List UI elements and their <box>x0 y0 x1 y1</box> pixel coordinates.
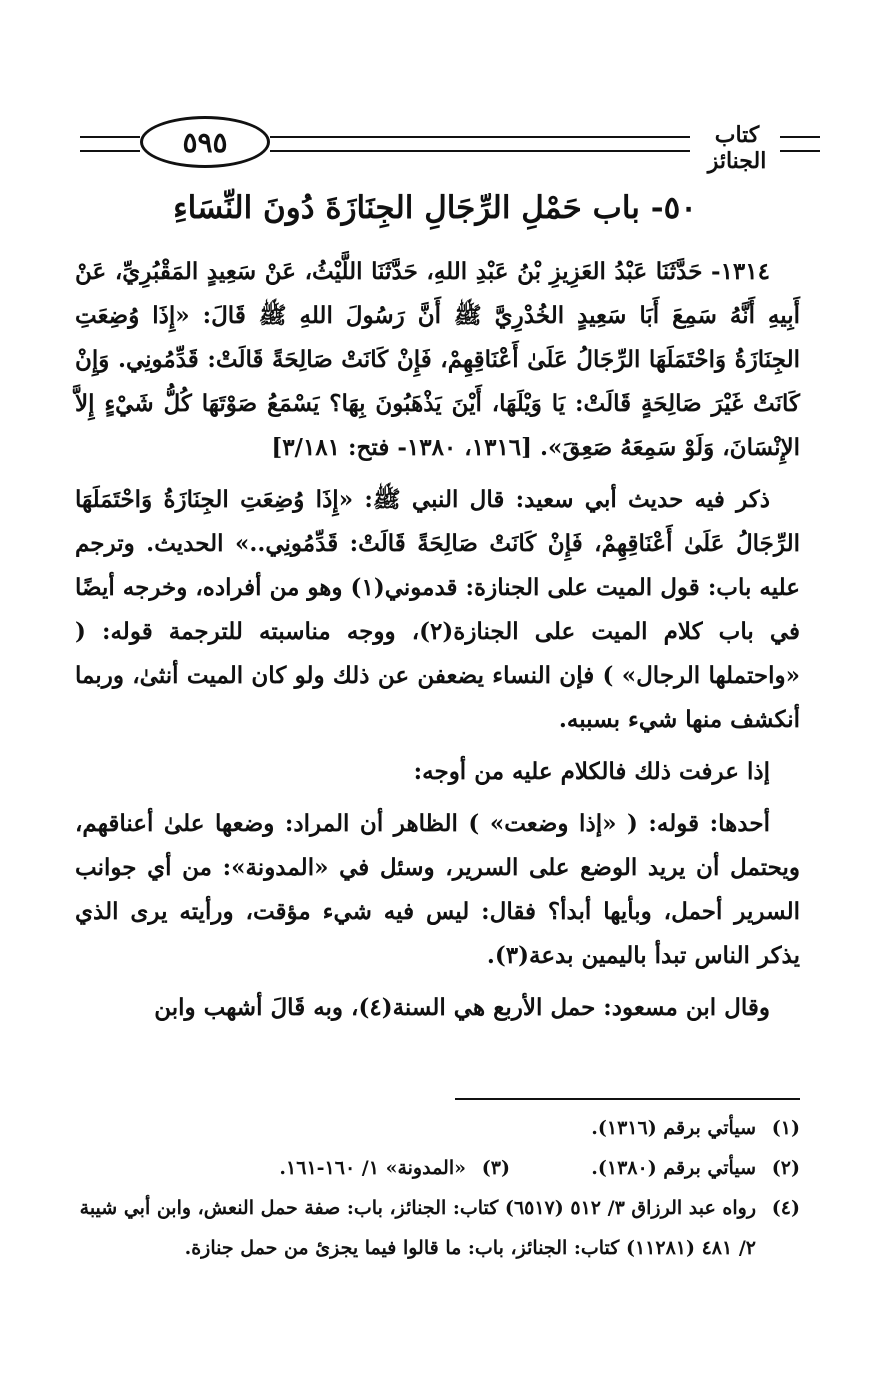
footnote <box>75 1188 800 1268</box>
commentary-paragraph: أحدها: قوله: ( «إذا وضعت» ) الظاهر أن المراد: وضعها علىٰ أعناقهم، ويحتمل أن يريد الوضع على السرير، وسئل في «المدونة»: من أي جوانب السرير أحمل، وبأيها أبدأ؟ فقال: ليس فيه شيء مؤقت، ورأيته يرى الذي يذكر الناس تبدأ باليمين بدعة(٣). <box>75 810 800 969</box>
footnote-pair <box>75 1148 800 1188</box>
footnote <box>220 1148 510 1188</box>
footnote-text: «المدونة» ١/ ١٦٠-١٦١. <box>279 1157 466 1179</box>
footnotes <box>75 1108 800 1268</box>
footnote-text: سيأتي برقم (١٣١٦). <box>591 1117 756 1139</box>
footnote-number: (١) <box>771 1117 800 1139</box>
footnote <box>75 1108 800 1148</box>
page-number: ٥٩٥ <box>140 116 270 168</box>
footnote-number: (٢) <box>771 1157 800 1179</box>
main-text <box>75 250 800 1038</box>
commentary-paragraph: إذا عرفت ذلك فالكلام عليه من أوجه: <box>413 758 770 785</box>
chapter-title: ٥٠- باب حَمْلِ الرِّجَالِ الجِنَازَةَ دُونَ النِّسَاءِ <box>173 190 697 226</box>
header-rule-middle <box>270 136 690 152</box>
footnote-number: (٤) <box>771 1197 800 1219</box>
footnote <box>510 1148 800 1188</box>
footnote-number: (٣) <box>481 1157 510 1179</box>
commentary-paragraph: ذكر فيه حديث أبي سعيد: قال النبي ﷺ: «إِذَا وُضِعَتِ الجِنَازَةُ وَاحْتَمَلَهَا الرِّجَالُ عَلَىٰ أَعْنَاقِهِمْ، فَإِنْ كَانَتْ صَالِحَةً قَالَتْ: قَدِّمُونِي..» الحديث. وترجم عليه باب: قول الميت على الجنازة: قدموني(١) وهو من أفراده، وخرجه أيضًا في باب كلام الميت على الجنازة(٢)، ووجه مناسبته للترجمة قوله: ( «واحتملها الرجال» ) فإن النساء يضعفن عن ذلك ولو كان الميت أنثىٰ، وربما أنكشف منها شيء بسببه. <box>75 486 801 733</box>
header-rule-left <box>80 136 140 152</box>
footnote-text: رواه عبد الرزاق ٣/ ٥١٢ (٦٥١٧) كتاب: الجنائز، باب: صفة حمل النعش، وابن أبي شيبة ٢/ ٤٨١ (١١٢٨١) كتاب: الجنائز، باب: ما قالوا فيما يجزئ من حمل جنازة. <box>79 1197 756 1259</box>
commentary-paragraph: وقال ابن مسعود: حمل الأربع هي السنة(٤)، وبه قَالَ أشهب وابن <box>154 994 770 1021</box>
footnote-separator <box>455 1098 800 1100</box>
hadith-paragraph: ١٣١٤- حَدَّثَنَا عَبْدُ العَزِيزِ بْنُ عَبْدِ اللهِ، حَدَّثَنَا اللَّيْثُ، عَنْ سَعِيدٍ المَقْبُرِيِّ، عَنْ أَبِيهِ أَنَّهُ سَمِعَ أَبَا سَعِيدٍ الخُدْرِيَّ ﷺ أَنَّ رَسُولَ اللهِ ﷺ قَالَ: «إِذَا وُضِعَتِ الجِنَازَةُ وَاحْتَمَلَهَا الرِّجَالُ عَلَىٰ أَعْنَاقِهِمْ، فَإِنْ كَانَتْ صَالِحَةً قَالَتْ: قَدِّمُونِي. وَإِنْ كَانَتْ غَيْرَ صَالِحَةٍ قَالَتْ: يَا وَيْلَهَا، أَيْنَ يَذْهَبُونَ بِهَا؟ يَسْمَعُ صَوْتَهَا كُلُّ شَيْءٍ إِلاَّ الإِنْسَانَ، وَلَوْ سَمِعَهُ صَعِقَ». [١٣١٦، ١٣٨٠- فتح: ٣/١٨١] <box>75 258 800 461</box>
book-title: كتاب الجنائز <box>707 122 767 174</box>
page-header <box>80 112 820 172</box>
footnote-text: سيأتي برقم (١٣٨٠). <box>591 1157 756 1179</box>
header-rule-right <box>780 136 820 152</box>
